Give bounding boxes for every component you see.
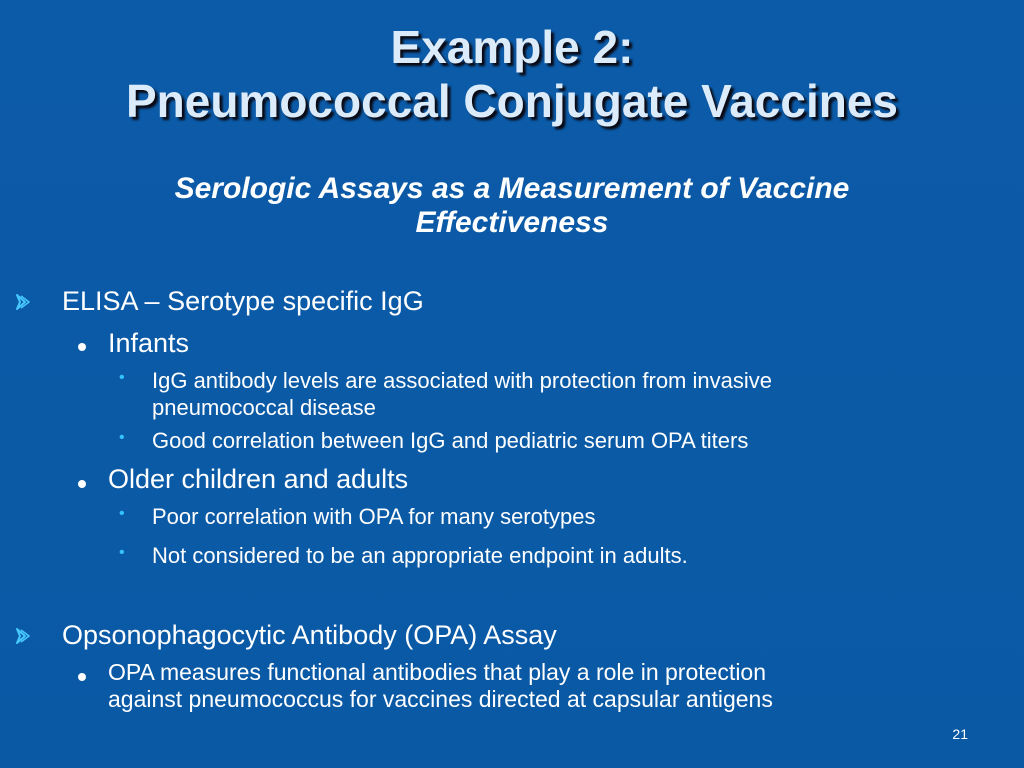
bullet-dot-icon	[78, 480, 86, 488]
arrow-bullet-icon	[16, 294, 32, 310]
page-number: 21	[952, 726, 968, 742]
list-item: Poor correlation with OPA for many serotypes	[152, 504, 596, 529]
list-item: IgG antibody levels are associated with protection from invasive	[152, 368, 772, 393]
list-item: Not considered to be an appropriate endpoint in adults.	[152, 543, 688, 568]
sub-bullet-icon: •	[119, 429, 125, 446]
title-line-1: Example 2:	[390, 21, 634, 73]
sub-bullet-icon: •	[119, 544, 125, 561]
bullet-dot-icon	[78, 343, 86, 351]
bullet-dot-icon	[78, 673, 86, 681]
sub-bullet-icon: •	[119, 369, 125, 386]
arrow-bullet-icon	[16, 628, 32, 644]
group-label-opa: OPA measures functional antibodies that play a role in protection	[108, 659, 767, 685]
section-heading-elisa: ELISA – Serotype specific IgG	[62, 286, 424, 316]
subtitle-line-1: Serologic Assays as a Measurement of Vaccine	[174, 172, 850, 205]
group-label-older: Older children and adults	[108, 464, 409, 494]
list-item: Good correlation between IgG and pediatric serum OPA titers	[152, 428, 749, 453]
group-label-opa-continuation: against pneumococcus for vaccines directed at capsular antigens	[108, 686, 773, 712]
section-heading-opa: Opsonophagocytic Antibody (OPA) Assay	[62, 620, 557, 650]
list-item-continuation: pneumococcal disease	[152, 395, 376, 420]
subtitle-line-2: Effectiveness	[415, 206, 609, 239]
title-line-2: Pneumococcal Conjugate Vaccines	[125, 75, 899, 127]
sub-bullet-icon: •	[119, 505, 125, 522]
group-label-infants: Infants	[108, 328, 190, 358]
